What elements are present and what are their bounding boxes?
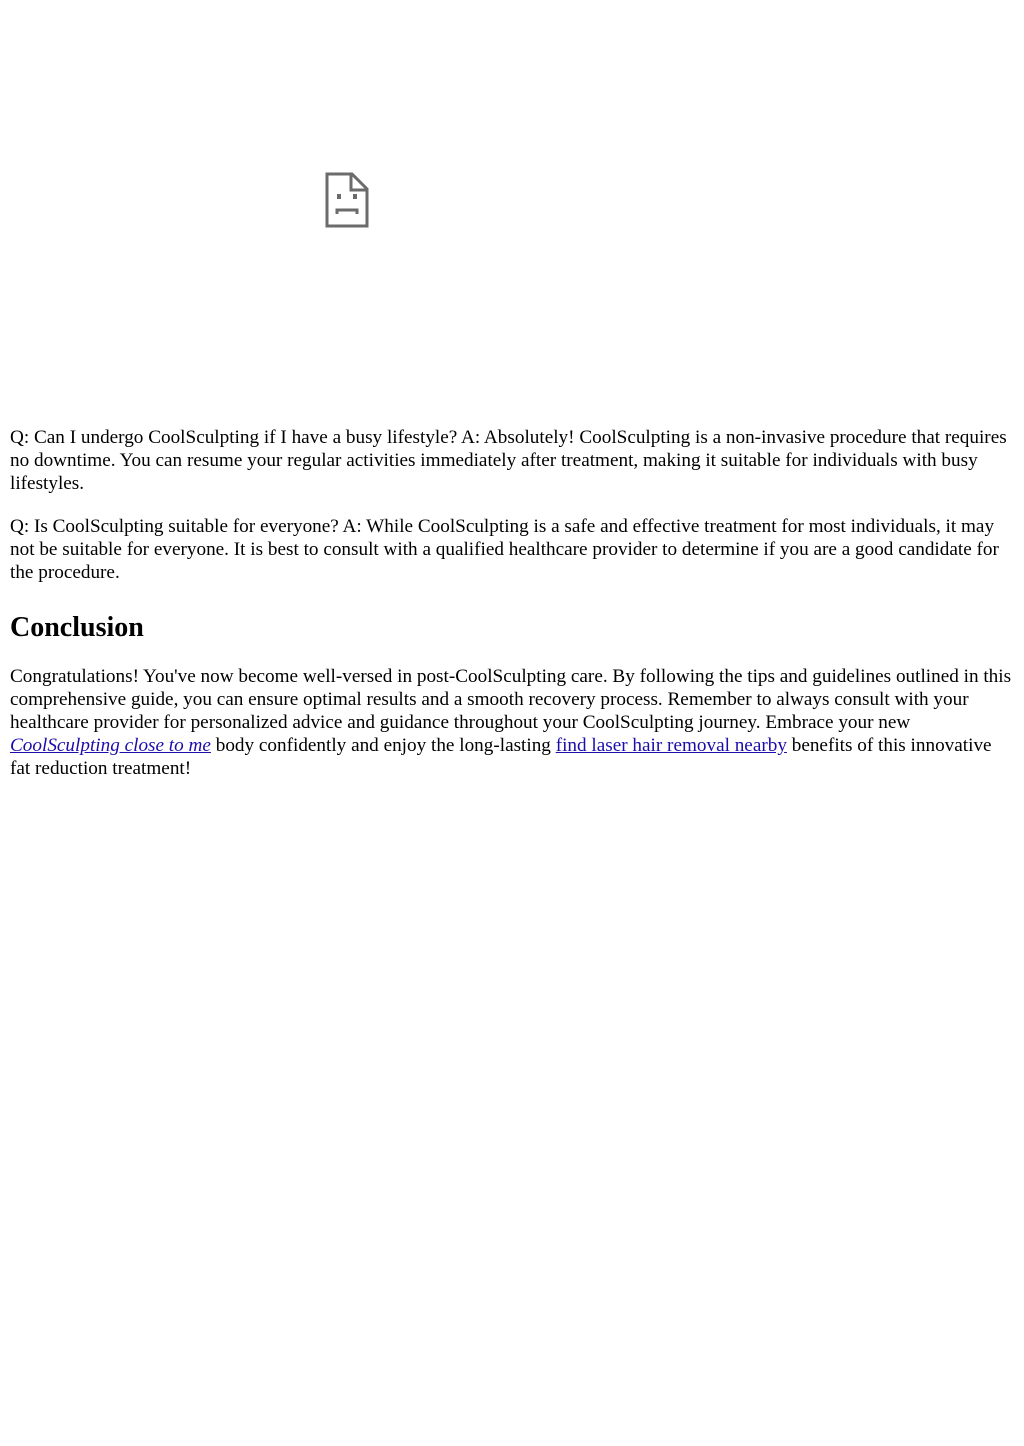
faq-paragraph-suitability: Q: Is CoolSculpting suitable for everyone? A: While CoolSculpting is a safe and effective treatment for most individuals, it may not be suitable for everyone. It is best to consult with a qualified healthcare provider to determine if you are a good candidate for the procedure.	[10, 516, 999, 584]
laser-hair-removal-link[interactable]: find laser hair removal nearby	[555, 734, 787, 756]
conclusion-heading: Conclusion	[10, 611, 144, 643]
article-content	[10, 426, 1014, 780]
conclusion-text-part3: benefits of this innovative fat reduction treatment!	[10, 734, 992, 779]
conclusion-text-part2: body confidently and enjoy the long-lasting	[210, 734, 556, 756]
coolsculpting-close-to-me-link[interactable]: CoolSculpting close to me	[10, 734, 211, 756]
faq-paragraph-busy-lifestyle: Q: Can I undergo CoolSculpting if I have a busy lifestyle? A: Absolutely! CoolSculpting is a non-invasive procedure that requires no downtime. You can resume your regular activities immediately after treatment, making it suitable for individuals with busy lifestyles.	[10, 427, 1007, 495]
conclusion-paragraph	[10, 665, 1014, 780]
conclusion-text-part1: Congratulations! You've now become well-versed in post-CoolSculpting care. By following the tips and guidelines outlined in this comprehensive guide, you can ensure optimal results and a smooth recovery process. Remember to always consult with your healthcare provider for personalized advice and guidance throughout your CoolSculpting journey. Embrace your new	[10, 665, 1012, 733]
broken-image-icon	[325, 172, 369, 228]
